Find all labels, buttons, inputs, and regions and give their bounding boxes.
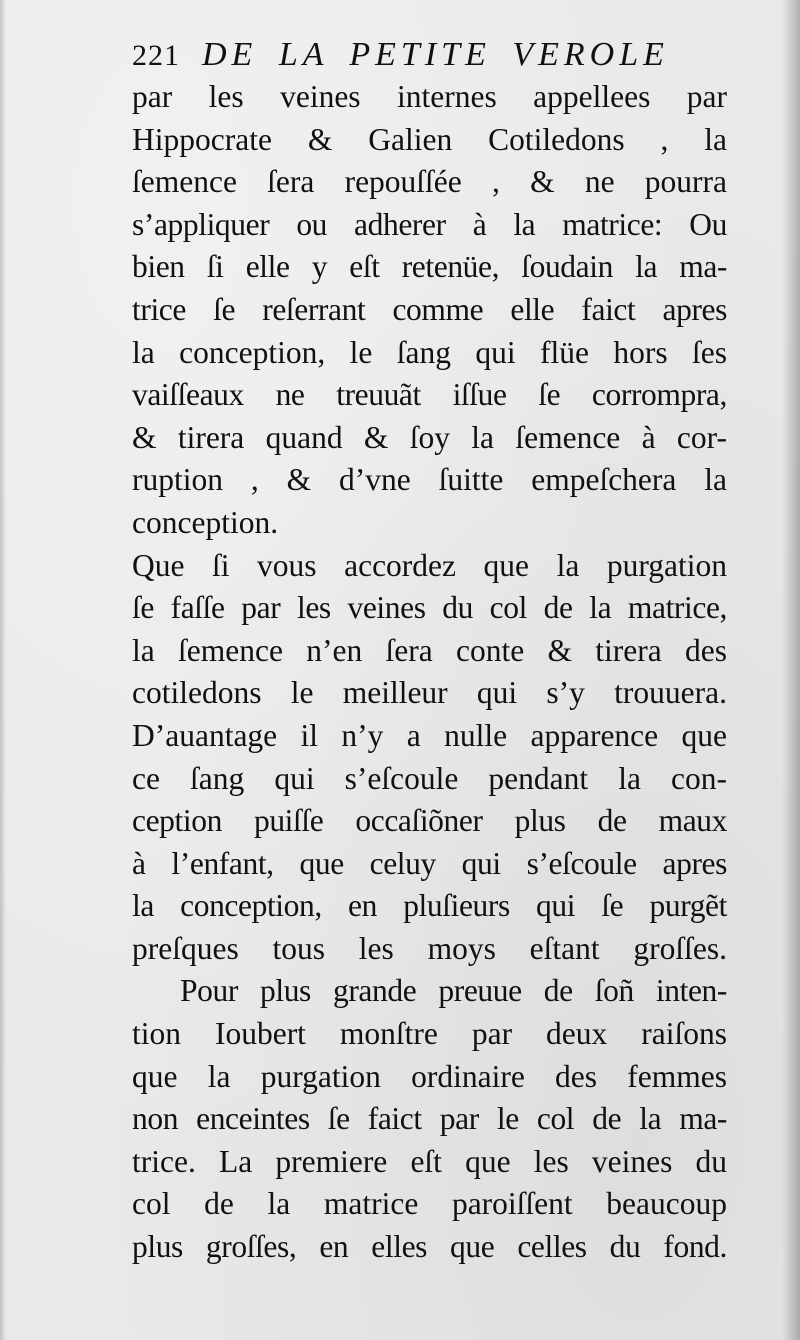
paragraph-start-line: Pour plus grande preuue de ſoñ inten- (180, 973, 727, 1009)
text-line: D’auantage il n’y a nulle apparence que (132, 717, 727, 753)
text-line: à l’enfant, que celuy qui s’eſcoule apres (132, 845, 727, 881)
page-edge-shadow (0, 0, 6, 1340)
text-line: ception puiſſe occaſiõner plus de maux (132, 803, 727, 839)
text-line: ce ſang qui s’eſcoule pendant la con- (132, 760, 727, 796)
body-text (132, 76, 742, 1269)
text-line: Hippocrate & Galien Cotiledons , la (132, 121, 727, 157)
text-line: par les veines internes appellees par (132, 79, 727, 114)
page-number: 221 (132, 39, 180, 72)
text-line: col de la matrice paroiſſent beaucoup (132, 1186, 727, 1222)
text-line: ſemence ſera repouſſée , & ne pourra (132, 164, 727, 200)
text-line: trice ſe reſerrant comme elle faict apres (132, 291, 727, 327)
text-line: la conception, en pluſieurs qui ſe purgẽt (132, 888, 727, 924)
text-line: cotiledons le meilleur qui s’y trouuera. (132, 675, 727, 711)
text-line: & tirera quand & ſoy la ſemence à cor- (132, 419, 727, 455)
text-line: conception. (132, 504, 279, 540)
text-line: plus groſſes, en elles que celles du fond. (132, 1229, 727, 1265)
text-line: trice. La premiere eſt que les veines du (132, 1143, 727, 1179)
text-line: non enceintes ſe faict par le col de la ma- (132, 1101, 727, 1137)
text-line: ruption , & d’vne ſuitte empeſchera la (132, 462, 727, 498)
text-line: la conception, le ſang qui flüe hors ſes (132, 334, 727, 370)
paragraph-start-line: Que ſi vous accordez que la purgation (132, 547, 727, 583)
text-line: vaiſſeaux ne treuuãt iſſue ſe corrompra, (132, 377, 727, 413)
text-line: que la purgation ordinaire des femmes (132, 1058, 727, 1094)
text-line: la ſemence n’en ſera conte & tirera des (132, 632, 727, 668)
text-line: preſques tous les moys eſtant groſſes. (132, 930, 727, 966)
text-line: ſe faſſe par les veines du col de la matrice, (132, 590, 727, 626)
gutter-shadow (782, 0, 800, 1340)
running-title: DE LA PETITE VEROLE (202, 36, 669, 73)
text-line: bien ſi elle y eſt retenüe, ſoudain la ma- (132, 249, 727, 285)
text-line: s’appliquer ou adherer à la matrice: Ou (132, 206, 727, 242)
text-line: tion Ioubert monſtre par deux raiſons (132, 1016, 727, 1052)
